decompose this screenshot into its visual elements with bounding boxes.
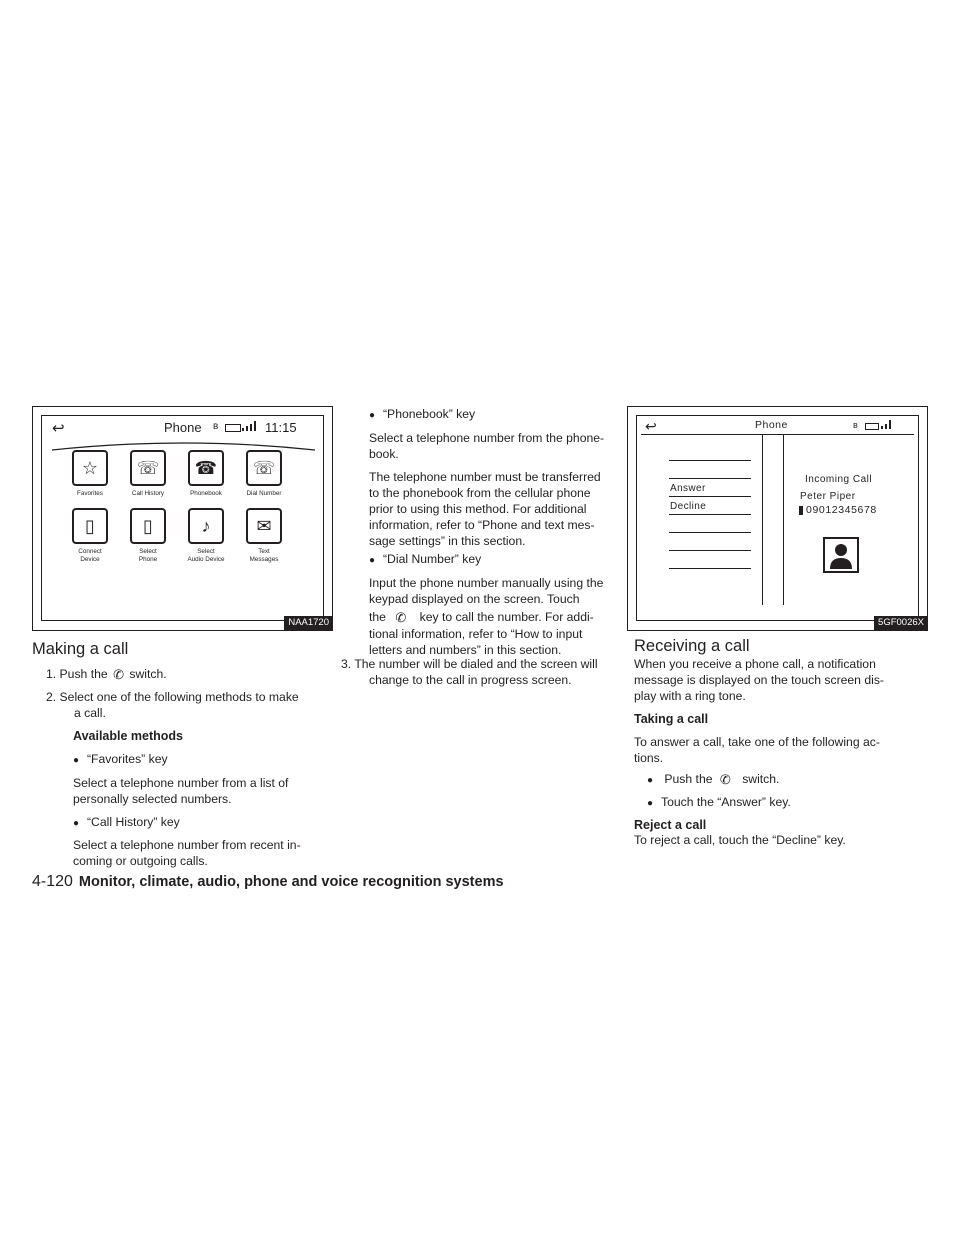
line: tions. (634, 751, 664, 765)
line: Input the phone number manually using the (369, 576, 604, 590)
signal-icon (242, 421, 256, 431)
bullet-phonebook (369, 406, 475, 424)
list-divider (669, 568, 751, 569)
bullet-text: Push the (664, 772, 713, 786)
list-divider (669, 514, 751, 515)
para-dial (369, 575, 614, 658)
line: to the phonebook from the cellular phone (369, 486, 591, 500)
page-number: 4-120 (32, 873, 73, 890)
tile-label: Connect Device (78, 548, 102, 563)
tile-favorites[interactable] (72, 450, 108, 486)
step-1-text-end: switch. (129, 667, 167, 681)
decline-key[interactable]: Decline (670, 501, 707, 512)
screen-title: Phone (755, 419, 788, 431)
list-divider (669, 478, 751, 479)
line-with-icon (369, 609, 614, 626)
bullet-text: “Dial Number” key (383, 552, 482, 566)
select-phone-icon: ▯ (143, 516, 153, 536)
line: To answer a call, take one of the following ac- (634, 735, 880, 749)
line: message is displayed on the touch screen dis- (634, 673, 884, 687)
screen-title: Phone (164, 420, 202, 435)
bullet-push-switch (647, 771, 779, 789)
methods-heading: Available methods (73, 729, 183, 743)
line: key to call the number. For addi- (419, 610, 594, 624)
para-favorites-2: personally selected numbers. (73, 792, 232, 806)
figure-label: NAA1720 (284, 616, 332, 630)
mobile-icon (799, 506, 803, 515)
step-2-cont: a call. (74, 706, 106, 720)
bullet-touch-answer (647, 794, 791, 812)
page-footer (32, 873, 504, 891)
bullet-text-end: switch. (742, 772, 780, 786)
line: When you receive a phone call, a notification (634, 657, 876, 671)
bullet-dot: ● (73, 818, 80, 829)
section-title: Monitor, climate, audio, phone and voice recognition systems (78, 874, 504, 890)
bullet-dial-number (369, 551, 481, 569)
phone-switch-icon: ✆ (113, 667, 124, 682)
figure-phone-menu (32, 406, 333, 631)
tile-connect-device[interactable] (72, 508, 108, 544)
person-icon (825, 539, 857, 571)
step-3-cont: change to the call in progress screen. (369, 673, 572, 687)
tile-phonebook[interactable] (188, 450, 224, 486)
answer-key[interactable]: Answer (670, 483, 706, 494)
bullet-text: “Favorites” key (87, 752, 168, 766)
tile-dial-number[interactable] (246, 450, 282, 486)
list-divider (669, 532, 751, 533)
list-divider (669, 550, 751, 551)
caller-number: 09012345678 (806, 504, 877, 516)
step-1-text: 1. Push the (46, 667, 108, 681)
line: prior to using this method. For additional (369, 502, 587, 516)
para-call-history-1: Select a telephone number from recent in- (73, 838, 301, 852)
caller-name: Peter Piper (800, 491, 856, 502)
line: keypad displayed on the screen. Touch (369, 592, 580, 606)
favorites-icon: ☆ (81, 458, 99, 478)
line: book. (369, 447, 399, 461)
phone-menu-screen (41, 415, 324, 621)
line: sage settings” in this section. (369, 534, 526, 548)
tile-label: Select Audio Device (187, 548, 225, 563)
incoming-call-screen (636, 415, 919, 621)
select-audio-icon: ♪ (201, 516, 211, 536)
bullet-text: Touch the “Answer” key. (661, 795, 791, 809)
bullet-dot: ● (647, 775, 654, 786)
step-1 (46, 666, 167, 683)
para-phonebook (369, 430, 614, 462)
battery-icon (865, 423, 879, 430)
header-divider (641, 434, 914, 435)
bullet-dot: ● (369, 555, 376, 566)
bullet-call-history (73, 814, 180, 832)
tile-label: Call History (131, 490, 165, 497)
signal-icon (881, 420, 893, 429)
section-heading-making-call: Making a call (32, 640, 129, 658)
list-divider (669, 496, 751, 497)
section-heading-receiving-call: Receiving a call (634, 637, 750, 655)
text-messages-icon: ✉ (256, 516, 272, 536)
bullet-dot: ● (73, 755, 80, 766)
bullet-text: “Phonebook” key (383, 407, 476, 421)
caller-avatar (823, 537, 859, 573)
connect-device-icon: ▯ (85, 516, 95, 536)
line: information, refer to “Phone and text mes- (369, 518, 595, 532)
incoming-call-title: Incoming Call (805, 474, 873, 485)
figure-incoming-call (627, 406, 928, 631)
heading-taking-call: Taking a call (634, 712, 709, 726)
list-divider (669, 460, 751, 461)
para-favorites-1: Select a telephone number from a list of (73, 776, 289, 790)
line: play with a ring tone. (634, 689, 746, 703)
tile-select-phone[interactable] (130, 508, 166, 544)
line: letters and numbers” in this section. (369, 643, 562, 657)
bullet-dot: ● (369, 410, 376, 421)
tile-select-audio[interactable] (188, 508, 224, 544)
call-history-icon: ☏ (136, 458, 160, 478)
line: the (369, 610, 386, 624)
line: Select a telephone number from the phone- (369, 431, 605, 445)
back-icon[interactable]: ↩ (52, 420, 65, 437)
tile-label: Text Messages (249, 548, 279, 563)
bullet-text: “Call History” key (87, 815, 180, 829)
step-2: 2. Select one of the following methods to make (46, 690, 299, 704)
dial-number-icon: ☏ (252, 458, 276, 478)
panel-divider (783, 435, 784, 605)
phonebook-icon: ☎ (194, 458, 218, 478)
phone-key-icon: ✆ (395, 610, 407, 625)
back-icon[interactable]: ↩ (645, 418, 657, 434)
figure-label: 5GF0026X (874, 616, 927, 630)
clock-time: 11:15 (265, 420, 297, 435)
tile-text-messages[interactable] (246, 508, 282, 544)
para-call-history-2: coming or outgoing calls. (73, 854, 208, 868)
bullet-dot: ● (647, 798, 654, 809)
line: tional information, refer to “How to input (369, 627, 583, 641)
para-reject: To reject a call, touch the “Decline” key. (634, 833, 846, 847)
tile-label: Select Phone (138, 548, 158, 563)
panel-divider (762, 435, 763, 605)
tile-label: Dial Number (246, 490, 282, 497)
battery-icon (225, 424, 241, 432)
line: The telephone number must be transferred (369, 470, 601, 484)
para-notification (634, 656, 929, 704)
tile-label: Phonebook (190, 490, 222, 497)
tile-label: Favorites (77, 490, 103, 497)
phone-switch-icon: ✆ (719, 772, 731, 787)
heading-reject-call: Reject a call (634, 818, 707, 832)
bluetooth-icon: ʙ (853, 420, 858, 430)
para-answer (634, 734, 929, 766)
bluetooth-icon: ʙ (213, 421, 219, 432)
bullet-favorites (73, 751, 168, 769)
para-transfer (369, 469, 614, 549)
tile-call-history[interactable] (130, 450, 166, 486)
step-3: 3. The number will be dialed and the screen will (341, 657, 598, 671)
